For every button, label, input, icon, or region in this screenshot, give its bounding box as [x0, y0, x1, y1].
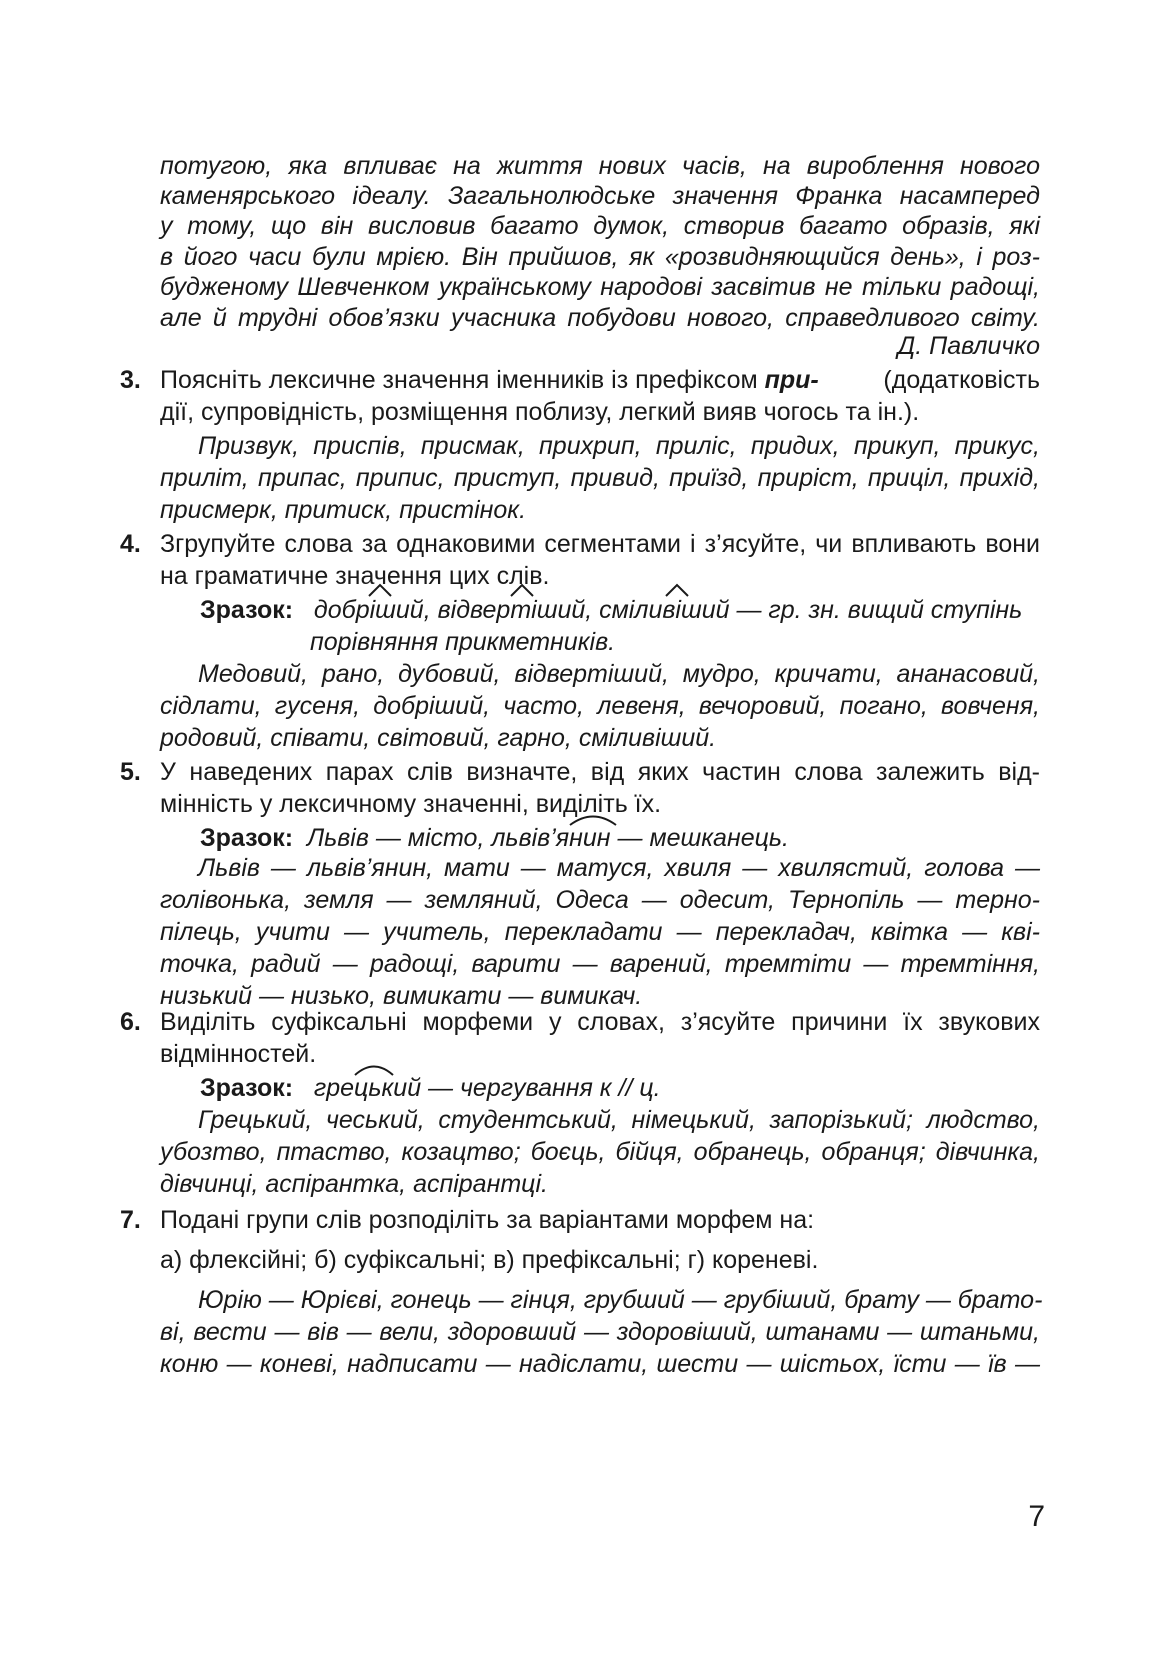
task-text-line: на граматичне значення цих слів. — [160, 562, 550, 590]
sample-text: грецький — чергування к // ц. — [313, 1074, 661, 1102]
task-text-line: Згрупуйте слова за однаковими сегментами і з’ясуйте, чи впливають вони — [160, 530, 1040, 558]
example-line: родовий, співати, світовий, гарно, сміливіший. — [160, 724, 717, 752]
example-line: Медовий, рано, дубовий, відвертіший, мудро, кричати, ананасовий, — [198, 660, 1040, 688]
example-line: Грецький, чеський, студентський, німецький, запорізький; людство, — [198, 1106, 1040, 1134]
suffix-caret-icon — [367, 583, 393, 597]
sample-label: Зразок: — [200, 1074, 294, 1102]
task-text-line: Подані групи слів розподіліть за варіантами морфем на: — [160, 1206, 815, 1234]
example-line: приліт, припас, припис, приступ, привид, приїзд, приріст, приціл, прихід, — [160, 464, 1040, 492]
task-text — [160, 756, 1040, 820]
task-number: 7. — [120, 1206, 141, 1234]
quote-line: але й трудні обов’язки учасника побудови нового, справедливого світу. — [160, 304, 1040, 332]
sample-block — [200, 822, 1040, 854]
task-text-line: У наведених парах слів визначте, від яких частин слова залежить від- — [160, 758, 1040, 786]
example-line: Львів — львів’янин, мати — матуся, хвиля — хвилястий, голова — — [198, 854, 1040, 882]
examples-block — [160, 1104, 1040, 1200]
example-line: ві, вести — вів — вели, здоровший — здоровіший, штанами — штаньми, — [160, 1318, 1040, 1346]
task-text — [160, 364, 1040, 428]
task-text-line: мінність у лексичному значенні, виділіть їх. — [160, 790, 662, 818]
example-line: Призвук, приспів, присмак, прихрип, приліс, придих, прикуп, прикус, — [198, 432, 1040, 460]
examples-block — [160, 852, 1040, 1012]
example-line: низький — низько, вимикати — вимикач. — [160, 982, 643, 1010]
sample-block — [200, 1072, 1040, 1104]
quote-author: Д. Павличко — [897, 332, 1040, 360]
task-number: 5. — [120, 758, 141, 786]
suffix-caret-icon — [664, 583, 690, 597]
task-number: 6. — [120, 1008, 141, 1036]
task-text-line: Виділіть суфіксальні морфеми у словах, з’ясуйте причини їх звукових — [160, 1008, 1040, 1036]
task-text-part: (додатковість — [883, 366, 1040, 394]
sample-label: Зразок: — [200, 824, 294, 852]
example-line: голівонька, земля — земляний, Одеса — одесит, Тернопіль — терно- — [160, 886, 1040, 914]
sample-label: Зразок: — [200, 596, 294, 624]
examples-block — [160, 1284, 1043, 1380]
example-line: пілець, учити — учитель, перекладати — перекладач, квітка — кві- — [160, 918, 1040, 946]
example-line: убозтво, птаство, козацтво; боєць, бійця, обранець, обранця; дівчинка, — [160, 1138, 1040, 1166]
example-line: дівчинці, аспірантка, аспірантці. — [160, 1170, 548, 1198]
quote-line: в його часи були мрією. Він прийшов, як «розвидняющийся день», і роз- — [160, 243, 1040, 271]
sample-text: Львів — місто, львів’янин — мешканець. — [306, 824, 789, 852]
task-text — [160, 1006, 1040, 1070]
task-number: 4. — [120, 530, 141, 558]
sample-text: добріший, відвертіший, сміливіший — гр. зн. вищий ступінь — [313, 596, 1023, 624]
task-text-line: відмінностей. — [160, 1040, 317, 1068]
task-text — [160, 1204, 1040, 1276]
quote-line: потугою, яка впливає на життя нових часів, на вироблення нового — [160, 152, 1040, 180]
examples-block — [160, 430, 1040, 526]
examples-block — [160, 658, 1040, 754]
task-text — [160, 528, 1040, 592]
quote-line: каменярського ідеалу. Загальнолюдське значення Франка насамперед — [160, 182, 1040, 210]
task-number: 3. — [120, 366, 141, 394]
page-number: 7 — [1028, 1500, 1045, 1533]
prefix-highlight: при- — [764, 366, 819, 394]
task-text-part: Поясніть лексичне значення іменників із префіксом — [160, 366, 758, 394]
quote-line: будженому Шевченком українському народові засвітив не тільки радощі, — [160, 273, 1040, 301]
sample-text: порівняння прикметників. — [310, 628, 616, 656]
sample-block — [200, 594, 1040, 658]
quote-line: у тому, що він висловив багато думок, створив багато образів, які — [160, 212, 1040, 240]
suffix-caret-icon — [509, 583, 535, 597]
task-text-part: дії, супровідність, розміщення поблизу, легкий вияв чогось та ін.). — [160, 398, 920, 426]
task-text-line: а) флексійні; б) суфіксальні; в) префіксальні; г) кореневі. — [160, 1246, 819, 1274]
example-line: сідлати, гусеня, добріший, часто, левеня, вечоровий, погано, вовченя, — [160, 692, 1040, 720]
example-line: точка, радий — радощі, варити — варений, тремтіти — тремтіння, — [160, 950, 1040, 978]
example-line: коню — коневі, надписати — надіслати, шести — шістьох, їсти — їв — — [160, 1350, 1040, 1378]
example-line: присмерк, притиск, пристінок. — [160, 496, 527, 524]
example-line: Юрію — Юрієві, гонець — гінця, грубший — грубіший, брату — брато- — [198, 1286, 1043, 1314]
